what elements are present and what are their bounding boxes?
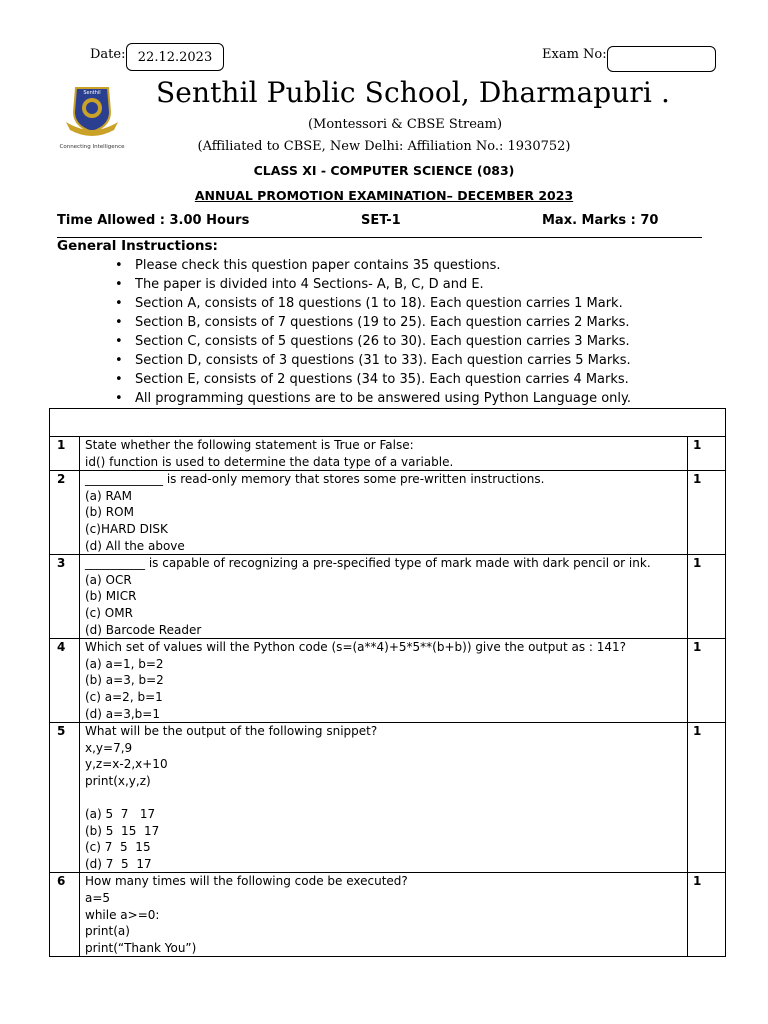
- question-line: (d) a=3,b=1: [85, 706, 160, 721]
- question-line: Which set of values will the Python code (s=(a**4)+5*5**(b+b)) give the output as : 141?: [85, 640, 627, 655]
- instructions-heading: General Instructions:: [57, 238, 218, 254]
- instruction-item: • Section A, consists of 18 questions (1 to 18). Each question carries 1 Mark.: [115, 294, 631, 313]
- logo-tagline: Connecting Intelligence: [59, 144, 125, 150]
- question-line: y,z=x-2,x+10: [85, 757, 168, 772]
- instruction-item: • The paper is divided into 4 Sections- A, B, C, D and E.: [115, 275, 631, 294]
- question-line: State whether the following statement is True or False:: [85, 438, 414, 452]
- question-number: 2: [50, 471, 80, 555]
- question-line: [85, 789, 682, 806]
- question-text: [80, 639, 688, 723]
- question-line: (d) 7 5 17: [85, 856, 152, 871]
- question-marks: 1: [688, 471, 726, 555]
- question-number: 1: [50, 437, 80, 471]
- instruction-item: • All programming questions are to be answered using Python Language only.: [115, 389, 631, 408]
- question-marks: 1: [688, 873, 726, 957]
- max-marks: Max. Marks : 70: [542, 213, 659, 228]
- question-line: print(a): [85, 924, 130, 939]
- school-affiliation: (Affiliated to CBSE, New Delhi: Affiliation No.: 1930752): [197, 139, 571, 154]
- question-text: [80, 723, 688, 873]
- question-row: [50, 555, 726, 639]
- question-line: (a) RAM: [85, 488, 132, 503]
- question-text: [80, 555, 688, 639]
- question-number: 5: [50, 723, 80, 873]
- instruction-item: • Section B, consists of 7 questions (19 to 25). Each question carries 2 Marks.: [115, 313, 631, 332]
- logo-title: Senthil: [83, 90, 101, 96]
- exam-title: ANNUAL PROMOTION EXAMINATION– DECEMBER 2023: [194, 188, 574, 203]
- question-line: __________ is capable of recognizing a pre-specified type of mark made with dark pencil or ink.: [85, 556, 651, 571]
- instruction-item: • Section D, consists of 3 questions (31 to 33). Each question carries 5 Marks.: [115, 351, 631, 370]
- question-line: What will be the output of the following snippet?: [85, 724, 378, 739]
- question-line: (b) 5 15 17: [85, 823, 160, 838]
- question-row: [50, 471, 726, 555]
- date-label: Date:: [90, 47, 126, 62]
- question-line: (a) 5 7 17: [85, 807, 156, 822]
- exam-no-field: [607, 46, 716, 72]
- question-number: 6: [50, 873, 80, 957]
- question-line: (a) OCR: [85, 572, 132, 587]
- question-marks: 1: [688, 639, 726, 723]
- time-allowed: Time Allowed : 3.00 Hours: [57, 213, 250, 228]
- question-row: [50, 437, 726, 471]
- question-line: print(x,y,z): [85, 773, 151, 788]
- question-number: 4: [50, 639, 80, 723]
- question-line: (c) OMR: [85, 605, 133, 620]
- question-line: _____________ is read-only memory that stores some pre-written instructions.: [85, 472, 545, 487]
- question-marks: 1: [688, 437, 726, 471]
- question-marks: 1: [688, 555, 726, 639]
- question-line: (b) ROM: [85, 505, 134, 520]
- question-table: [49, 408, 726, 957]
- exam-meta-row: [57, 213, 702, 238]
- question-line: x,y=7,9: [85, 740, 133, 755]
- question-line: (b) MICR: [85, 589, 137, 604]
- exam-no-label: Exam No:: [542, 47, 607, 62]
- section-header-row: [50, 409, 726, 437]
- instruction-item: • Section E, consists of 2 questions (34 to 35). Each question carries 4 Marks.: [115, 370, 631, 389]
- instruction-item: • Section C, consists of 5 questions (26 to 30). Each question carries 3 Marks.: [115, 332, 631, 351]
- question-row: [50, 639, 726, 723]
- question-line: (c) a=2, b=1: [85, 689, 163, 704]
- question-line: (c) 7 5 15: [85, 840, 151, 855]
- question-line: while a>=0:: [85, 907, 160, 922]
- set-label: SET-1: [361, 213, 401, 228]
- question-line: id() function is used to determine the data type of a variable.: [85, 454, 454, 469]
- question-line: How many times will the following code be executed?: [85, 874, 408, 889]
- question-line: (d) Barcode Reader: [85, 622, 202, 637]
- question-line: (b) a=3, b=2: [85, 673, 164, 688]
- question-line: (a) a=1, b=2: [85, 656, 164, 671]
- question-marks: 1: [688, 723, 726, 873]
- class-subject: CLASS XI - COMPUTER SCIENCE (083): [253, 163, 515, 178]
- school-name: Senthil Public School, Dharmapuri .: [156, 76, 670, 109]
- school-stream: (Montessori & CBSE Stream): [307, 117, 503, 132]
- question-text: [80, 437, 688, 471]
- question-line: print(“Thank You”): [85, 940, 197, 955]
- instructions-list: [115, 256, 631, 408]
- question-line: (d) All the above: [85, 538, 185, 553]
- date-field: 22.12.2023: [126, 43, 224, 71]
- question-text: [80, 873, 688, 957]
- question-row: [50, 873, 726, 957]
- instruction-item: • Please check this question paper contains 35 questions.: [115, 256, 631, 275]
- question-row: [50, 723, 726, 873]
- question-line: (c)HARD DISK: [85, 521, 168, 536]
- question-text: [80, 471, 688, 555]
- question-line: a=5: [85, 891, 111, 906]
- question-number: 3: [50, 555, 80, 639]
